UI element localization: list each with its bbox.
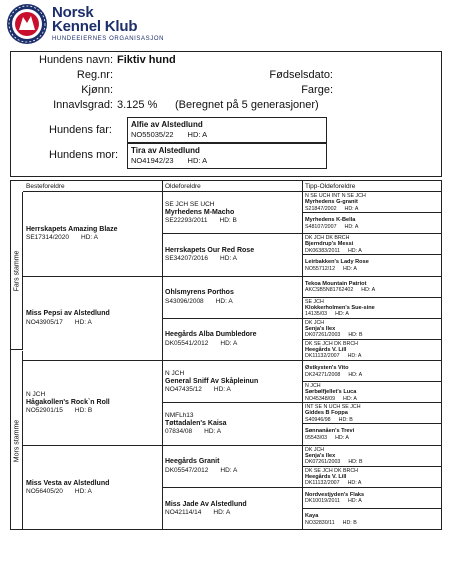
- great-great-grandparent-cell: [302, 446, 442, 467]
- great-grandparent-title: NMFLh13: [165, 411, 194, 419]
- great-great-grandparent-cell: [302, 488, 442, 509]
- great-grandparent-cell: [162, 403, 302, 445]
- great-grandparent-hd: HD: A: [215, 297, 233, 305]
- grandparent-name: Herrskapets Amazing Blaze: [26, 225, 118, 233]
- great-great-grandparent-hd: HD: A: [347, 353, 362, 360]
- great-grandparent-title: SE JCH SE UCH: [165, 200, 215, 208]
- great-great-grandparent-cell: [302, 192, 442, 213]
- great-grandparent-hd: HD: A: [220, 255, 237, 263]
- great-great-grandparent-reg: S48107/2007: [305, 223, 337, 230]
- great-great-grandparent-reg-line: [305, 435, 354, 441]
- great-grandparent-reg: DK05547/2012: [165, 466, 209, 474]
- great-great-grandparent-reg: S40946/98: [305, 416, 331, 423]
- color-label: Farge:: [301, 84, 333, 96]
- great-grandparent-cell: [162, 192, 302, 234]
- great-great-grandparent-reg-line: [305, 417, 361, 423]
- great-great-grandparent-reg: 14135/03: [305, 310, 328, 317]
- great-great-grandparent-cell: [302, 213, 442, 234]
- great-grandparent-hd: HD: A: [204, 428, 222, 436]
- col-header-gp: Besteforeldre: [23, 181, 162, 192]
- great-grandparent-cell: [162, 277, 302, 319]
- col-header-gggp: Tipp-Oldeforeldre: [302, 181, 442, 192]
- great-great-grandparent-title: DK SE JCH DK BRCH: [305, 467, 358, 474]
- grandparent-reg-line: [26, 407, 110, 415]
- great-great-grandparent-cell: [302, 255, 442, 276]
- great-great-grandparent-title: DK SE JCH DK BRCH: [305, 340, 358, 347]
- great-great-grandparent-reg: S21847/2002: [305, 205, 337, 212]
- great-great-grandparent-name: Sønnanåen's Trevi: [305, 428, 355, 435]
- great-great-grandparent-cell: [302, 509, 442, 530]
- grandparent-name: Miss Pepsi av Alstedlund: [26, 310, 110, 317]
- great-grandparent-reg: NO42114/14: [165, 509, 202, 517]
- great-great-grandparent-hd: HD: B: [342, 519, 357, 526]
- mother-hd: HD: A: [187, 156, 208, 165]
- name-value: Fiktiv hund: [117, 54, 176, 66]
- great-great-grandparent-name: Senja's Ilex: [305, 325, 336, 332]
- mother-name: Tira av Alstedlund: [131, 146, 200, 155]
- great-great-grandparent-cell: [302, 361, 442, 382]
- great-grandparent-reg-line: [165, 428, 227, 436]
- great-great-grandparent-reg-line: [305, 205, 366, 211]
- great-great-grandparent-reg-line: [305, 353, 361, 359]
- great-great-grandparent-reg-line: [305, 520, 357, 526]
- great-grandparent-reg-line: [165, 340, 257, 348]
- grandparent-reg: NO52901/15: [26, 407, 63, 414]
- great-great-grandparent-cell: [302, 277, 442, 298]
- great-grandparent-reg: S43096/2008: [165, 297, 204, 305]
- brand-subtitle: HUNDEEIERNES ORGANISASJON: [52, 36, 165, 42]
- grandparent-reg: SE17314/2020: [26, 234, 70, 241]
- great-great-grandparent-name: Giddes B Foppa: [305, 410, 348, 417]
- great-great-grandparent-name: Nordvestjyden's Flaks: [305, 491, 365, 498]
- great-great-grandparent-hd: HD: A: [344, 223, 359, 230]
- great-great-grandparent-cell: [302, 424, 442, 445]
- great-great-grandparent-hd: HD: A: [347, 479, 362, 486]
- great-great-grandparent-hd: HD: A: [344, 205, 359, 212]
- great-great-grandparent-hd: HD: A: [348, 371, 363, 378]
- great-great-grandparent-title: N JCH: [305, 382, 321, 389]
- father-hd: HD: A: [187, 130, 208, 139]
- grandparent-reg-line: [26, 319, 110, 327]
- grandparent-cell: [23, 277, 162, 362]
- great-grandparent-hd: HD: A: [220, 466, 238, 474]
- great-great-grandparent-hd: HD: A: [361, 286, 376, 293]
- great-great-grandparent-reg-line: [305, 498, 364, 504]
- father-box: [127, 117, 327, 143]
- grandparent-name: Hågakollen's Rock`n Roll: [26, 398, 110, 406]
- grandparent-hd: HD: A: [74, 488, 92, 495]
- father-label: Hundens far:: [49, 124, 112, 136]
- inbreed-value: 3.125 %: [117, 99, 158, 111]
- great-grandparent-reg: NO47435/12: [165, 385, 202, 393]
- great-grandparent-reg: SE22293/2011: [165, 216, 208, 224]
- great-great-grandparent-reg-line: [305, 311, 375, 317]
- great-great-grandparent-name: Myrhedens K-Bella: [305, 216, 356, 223]
- grandparent-name: Miss Vesta av Alstedlund: [26, 479, 110, 487]
- great-grandparent-hd: HD: A: [213, 385, 231, 393]
- great-great-grandparent-hd: HD: B: [348, 458, 363, 465]
- great-great-grandparent-hd: HD: A: [335, 434, 349, 441]
- brand-line1: Norsk: [52, 4, 94, 21]
- great-great-grandparent-hd: HD: B: [338, 416, 353, 423]
- great-great-grandparent-hd: HD: A: [335, 310, 349, 317]
- great-great-grandparent-reg: NO32830/11: [305, 519, 335, 526]
- great-great-grandparent-reg: AKCSB5N81762402: [305, 286, 354, 293]
- great-great-grandparent-reg-line: [305, 459, 362, 465]
- great-grandparent-reg-line: [165, 255, 254, 263]
- mother-box: [127, 143, 327, 169]
- mothers-line-side: [11, 351, 23, 530]
- grandparent-cell: [23, 192, 162, 277]
- great-great-grandparent-title: INT SE N UCH SE JCH: [305, 404, 361, 411]
- great-great-grandparent-name: Klokkerholmen's Sue-sine: [305, 304, 375, 311]
- great-grandparent-reg: SE34207/2016: [165, 255, 209, 263]
- nkk-logo: [6, 3, 48, 45]
- grandparent-hd: HD: B: [74, 407, 93, 414]
- great-grandparent-cell: [162, 446, 302, 488]
- sex-label: Kjønn:: [81, 84, 113, 96]
- great-great-grandparent-hd: HD: A: [343, 395, 357, 402]
- col-header-ggp: Oldeforeldre: [162, 181, 302, 192]
- great-great-grandparent-reg-line: [305, 266, 369, 272]
- great-great-grandparent-cell: [302, 298, 442, 319]
- great-grandparent-reg-line: [165, 509, 247, 517]
- great-great-grandparent-title: DK JCH: [305, 319, 325, 326]
- great-great-grandparent-reg: DK06383/2011: [305, 247, 340, 254]
- great-great-grandparent-name: Tekoa Mountain Patriot: [305, 280, 367, 287]
- great-grandparent-cell: [162, 361, 302, 403]
- great-great-grandparent-name: Myrhedens G-granit: [305, 198, 358, 205]
- great-grandparent-reg-line: [165, 217, 237, 225]
- great-great-grandparent-name: Bjerndrup's Messi: [305, 241, 354, 248]
- great-great-grandparent-reg-line: [305, 287, 375, 293]
- grandparent-reg: NO56405/20: [26, 488, 63, 495]
- great-great-grandparent-hd: HD: B: [348, 332, 363, 339]
- great-grandparent-hd: HD: B: [219, 216, 237, 224]
- grandparent-title: N JCH: [26, 390, 46, 398]
- brand-line2: Kennel Klub: [52, 18, 138, 35]
- great-great-grandparent-cell: [302, 403, 442, 424]
- great-grandparent-cell: [162, 488, 302, 530]
- great-great-grandparent-reg-line: [305, 480, 361, 486]
- great-great-grandparent-reg: DK11132/2007: [305, 479, 340, 486]
- great-great-grandparent-cell: [302, 319, 442, 340]
- great-grandparent-cell: [162, 234, 302, 276]
- grandparent-reg: NO43905/17: [26, 318, 63, 326]
- great-great-grandparent-reg-line: [305, 332, 362, 338]
- father-name: Alfie av Alstedlund: [131, 120, 203, 129]
- mother-reg: NO41942/23: [131, 156, 174, 165]
- great-great-grandparent-title: N SE UCH INT N SE JCH: [305, 192, 366, 199]
- fathers-line-label: Fars stamme: [13, 250, 20, 291]
- great-great-grandparent-title: DK JCH DK BRCH: [305, 235, 350, 242]
- great-grandparent-name: Ohlsmyrens Porthos: [165, 288, 234, 296]
- great-grandparent-reg: 07834/08: [165, 428, 193, 436]
- inbreed-note: (Beregnet på 5 generasjoner): [175, 99, 319, 111]
- great-great-grandparent-name: Kaya: [305, 513, 319, 520]
- pedigree-table: [10, 180, 442, 530]
- great-grandparent-hd: HD: A: [213, 509, 231, 517]
- great-great-grandparent-hd: HD: A: [347, 498, 362, 505]
- great-grandparent-title: N JCH: [165, 369, 185, 377]
- great-great-grandparent-name: Østkysten's Vito: [305, 364, 349, 371]
- great-great-grandparent-name: Sørbølfjellet's Luca: [305, 388, 357, 395]
- grandparent-reg-line: [26, 234, 118, 242]
- great-great-grandparent-reg: DK11132/2007: [305, 353, 340, 360]
- great-grandparent-reg: DK05541/2012: [165, 339, 209, 347]
- great-great-grandparent-reg: DK07261/2003: [305, 458, 341, 465]
- great-grandparent-name: Heegårds Alba Dumbledore: [165, 331, 257, 339]
- great-grandparent-name: Herrskapets Our Red Rose: [165, 246, 255, 254]
- great-grandparent-name: General Sniff Av Skåpleinun: [165, 377, 259, 385]
- great-great-grandparent-hd: HD: A: [343, 265, 357, 272]
- great-great-grandparent-hd: HD: A: [347, 247, 362, 254]
- mothers-line-label: Mors stamme: [13, 419, 20, 462]
- great-grandparent-cell: [162, 319, 302, 361]
- great-great-grandparent-cell: [302, 234, 442, 255]
- great-great-grandparent-title: DK JCH: [305, 446, 325, 453]
- great-great-grandparent-name: Heegårds V. Lill: [305, 346, 347, 353]
- great-grandparent-name: Miss Jade Av Alstedlund: [165, 500, 247, 508]
- inbreed-label: Innavlsgrad:: [53, 99, 113, 111]
- great-great-grandparent-reg-line: [305, 248, 362, 254]
- birth-label: Fødselsdato:: [269, 69, 333, 81]
- father-reg: NO55035/22: [131, 130, 174, 139]
- grandparent-hd: HD: A: [74, 318, 92, 326]
- great-grandparent-hd: HD: A: [220, 339, 238, 347]
- reg-label: Reg.nr:: [76, 69, 113, 81]
- great-grandparent-reg-line: [165, 297, 234, 305]
- great-great-grandparent-cell: [302, 382, 442, 403]
- great-grandparent-reg-line: [165, 386, 258, 394]
- dog-info-frame: [10, 51, 442, 177]
- great-grandparent-name: Heegårds Granit: [165, 457, 220, 465]
- great-great-grandparent-name: Heegårds V. Lill: [305, 473, 347, 480]
- great-great-grandparent-cell: [302, 467, 442, 488]
- grandparent-reg-line: [26, 488, 109, 496]
- great-great-grandparent-reg: DK07261/2003: [305, 332, 341, 339]
- name-label: Hundens navn:: [39, 54, 113, 66]
- great-great-grandparent-cell: [302, 340, 442, 361]
- grandparent-cell: [23, 446, 162, 531]
- header: [4, 2, 304, 46]
- great-grandparent-reg-line: [165, 466, 237, 474]
- grandparent-hd: HD: A: [81, 234, 98, 241]
- mother-label: Hundens mor:: [49, 149, 119, 161]
- great-great-grandparent-name: Senja's Ilex: [305, 452, 336, 459]
- grandparent-cell: [23, 361, 162, 446]
- great-great-grandparent-reg-line: [305, 223, 358, 229]
- great-great-grandparent-reg: NO55712/12: [305, 265, 336, 272]
- great-grandparent-name: Myrhedens M-Macho: [165, 208, 235, 216]
- great-great-grandparent-reg-line: [305, 371, 362, 377]
- great-great-grandparent-reg: 05543/03: [305, 434, 328, 441]
- great-great-grandparent-reg: DK10019/2011: [305, 498, 340, 505]
- great-great-grandparent-title: SE JCH: [305, 298, 324, 305]
- fathers-line-side: [11, 192, 23, 350]
- great-great-grandparent-name: Leirbakken's Lady Rose: [305, 259, 369, 266]
- great-great-grandparent-reg-line: [305, 395, 357, 401]
- great-grandparent-name: Tøttadalen's Kaisa: [165, 419, 227, 427]
- great-great-grandparent-reg: DK24271/2008: [305, 371, 341, 378]
- great-great-grandparent-reg: NO45348/09: [305, 395, 336, 402]
